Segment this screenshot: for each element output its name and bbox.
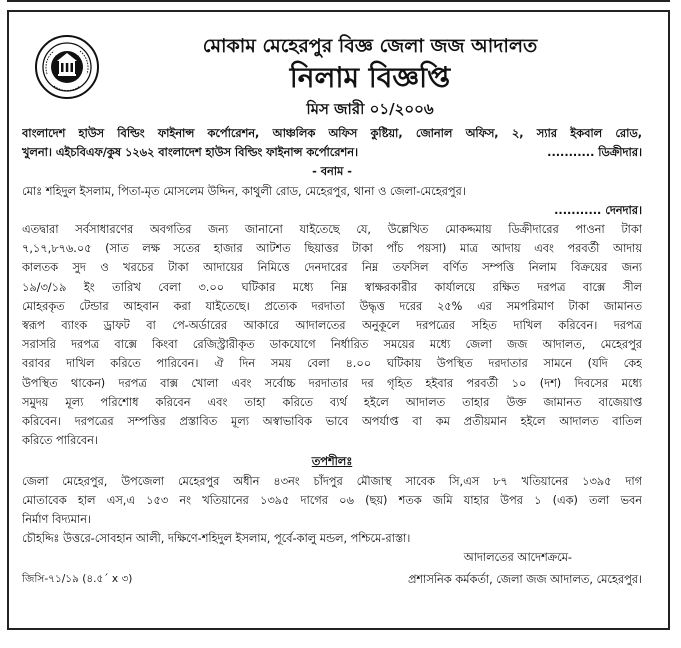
notice-content: [22, 124, 642, 589]
schedule-line: নির্মাণ বিদ্যমান।: [22, 513, 92, 527]
decree-holder-row: [22, 143, 642, 162]
decree-holder-line-1: বাংলাদেশ হাউস বিল্ডিং ফাইনান্স কর্পোরেশন, আঞ্চলিক অফিস কুষ্টিয়া, জোনাল অফিস, ২, স্যার ইকবাল রোড,: [22, 127, 642, 140]
debtor-line: মোঃ শহিদুল ইসলাম, পিতা-মৃত মোসলেম উদ্দিন, কাথুলী রোড, মেহেরপুর, থানা ও জেলা-মেহেরপুর।: [22, 184, 466, 198]
footer-code: জিসি-৭১/১৯ (৪.৫ˊ x ৩): [22, 572, 133, 585]
decree-holder-role: ........... ডিক্রীদার।: [547, 146, 642, 160]
body-line: উপস্থিত থাকেন) দরপত্র বাক্স খোলা এবং সর্বোচ্চ দরদাতার দর গৃহিত হইবার পরবর্তী ১০ (দশ) দিবসের মধ্যে: [22, 376, 642, 390]
body-line: কালতক সুদ ও খরচের টাকা আদায়ের নিমিত্তে দেনদারের নিম্ন তফসিল বর্ণিত সম্পত্তি নিলাম বিক্রয়ের জন্য: [22, 261, 642, 275]
body-line: মোহরকৃত টেন্ডার আহবান করা যাইতেছে। প্রত্যেক দরদাতা উদ্ধৃত্ত দরের ২৫% এর সমপরিমাণ টাকা জামানত: [22, 299, 642, 313]
top-rule: [7, 0, 670, 4]
versus-label: - বনাম -: [312, 165, 352, 179]
body-line: বরাবর দাখিল করিতে পারিবেন। ঐ দিন সময় বেলা ৪.০০ ঘটিকায় উপস্থিত দরদাতার সামনে (যদি কেহ: [22, 357, 642, 371]
body-line: এতদ্বারা সর্বসাধারণের অবগতির জন্য জানানো যাইতেছে যে, উল্লেখিত মোকদ্দমায় ডিক্রীদারের পাওনা টাকা: [22, 223, 642, 237]
body-line: স্বরূপ ব্যাংক ড্রাফট বা পে-অর্ডারের আকারে আদালতের অনুকূলে দরপত্রের সহিত দাখিল করিবেন। দরপত্র: [22, 319, 642, 333]
body-line: সরাসরি দরপত্র বাক্সে কিংবা রেজিস্ট্রারীকৃত ডাকযোগে নির্ধারিত সময়ের মধ্যে জেলা জজ আদালত, মেহেরপুর: [22, 338, 642, 352]
order-by-label: আদালতের আদেশক্রমে-: [463, 551, 572, 565]
body-line: করিতে পারিবেন।: [22, 434, 98, 448]
debtor-role: ........... দেনদার।: [554, 203, 642, 217]
case-number: মিস জারী ০১/২০০৬: [306, 100, 434, 118]
notice-title: নিলাম বিজ্ঞপ্তি: [289, 61, 451, 94]
notice-body: [22, 220, 642, 450]
schedule-line: মোতাবেক হাল এস,এ ১৫৩ নং খতিয়ানের ১৩৯৫ দাগের ০৬ (ছয়) শতক জমি যাহার উপর ১ (এক) তলা ভবন: [22, 493, 642, 507]
schedule-line: জেলা মেহেরপুর, উপজেলা মেহেরপুর অধীন ৪৩নং চাঁদপুর মৌজাস্থ সাবেক সি,এস ৮৭ খতিয়ানের ১৩৯৫ দাগ: [22, 474, 642, 488]
schedule-title: তপশীলঃ: [311, 455, 353, 469]
footer-row: [22, 570, 642, 589]
body-line: ৭,১৭,৮৭৬.০৫ (সাত লক্ষ সতের হাজার আটশত ছিয়াত্তর টাকা পাঁচ পয়সা) মাত্র আদায় এবং পরবর্তী আদায়: [22, 242, 642, 256]
body-line: সমুদয় মূল্য পরিশোধ করিবেন এবং তাহা করিতে ব্যর্থ হইলে আদালত তাহার উক্ত জামানত বাজেয়াপ্ত: [22, 395, 642, 409]
body-line: ১৯/৩/১৯ ইং তারিখ বেলা ৩.০০ ঘটিকার মধ্যে নিম্ন স্বাক্ষরকারীর কার্যালয়ে রক্ষিত দরপত্র বাক্সে সীল: [22, 280, 642, 294]
decree-holder-line-2: খুলনা। এইচবিএফ/কুষ ১২৬২ বাংলাদেশ হাউস বিল্ডিং ফাইনান্স কর্পোরেশন।: [22, 146, 358, 160]
court-name: মোকাম মেহেরপুর বিজ্ঞ জেলা জজ আদালত: [202, 35, 538, 57]
signatory: প্রশাসনিক কর্মকর্তা, জেলা জজ আদালত, মেহেরপুর।: [407, 572, 642, 586]
body-line: করিবেন। দরপত্রের সম্পত্তির প্রস্তাবিত মূল্য অস্বাভাবিক ভাবে অপর্যাপ্ত বা কম প্রতীয়মান হইলে আদালত বাতিল: [22, 415, 642, 429]
house-building-finance-seal-icon: [34, 34, 100, 100]
schedule-boundary: চৌহদ্দিঃ উত্তরে-সোবহান আলী, দক্ষিণে-শহিদুল ইসলাম, পূর্বে-কালু মন্ডল, পশ্চিমে-রাস্তা।: [22, 532, 411, 546]
